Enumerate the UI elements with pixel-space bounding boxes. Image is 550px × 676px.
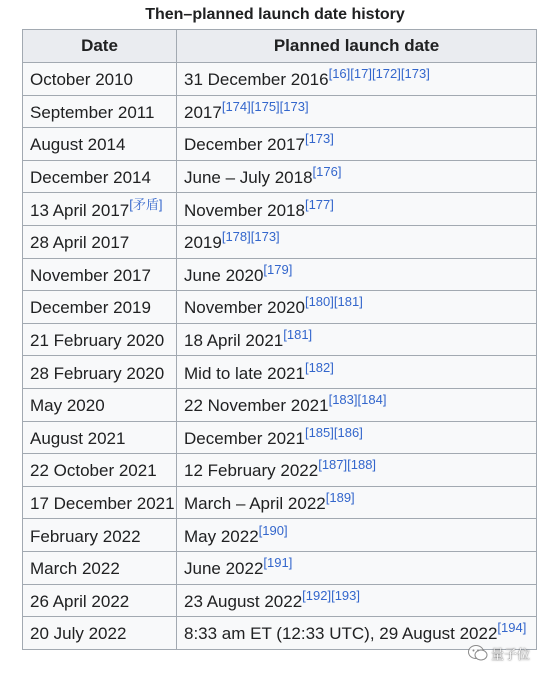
date-cell [23, 454, 177, 487]
launch-date-history-table [22, 29, 537, 650]
watermark [468, 641, 542, 665]
citation-link[interactable]: [177] [304, 196, 334, 212]
planned-date-text: 12 February 2022 [184, 461, 319, 481]
column-header-planned-launch-date: Planned launch date [177, 30, 537, 63]
planned-date-text: December 2017 [184, 135, 305, 155]
citation-link[interactable]: [193] [331, 587, 361, 603]
table-row [23, 421, 537, 454]
date-cell [23, 193, 177, 226]
planned-date-text: 18 April 2021 [184, 331, 284, 351]
date-text: December 2019 [30, 298, 151, 318]
citation-link[interactable]: [192] [302, 587, 332, 603]
planned-date-text: June 2022 [184, 559, 264, 579]
citation-link[interactable]: [190] [258, 522, 288, 538]
column-header-date: Date [23, 30, 177, 63]
planned-date-text: June 2020 [184, 265, 264, 285]
date-text: December 2014 [30, 168, 151, 188]
date-text: 28 February 2020 [30, 363, 165, 383]
citation-link[interactable]: [189] [325, 490, 355, 506]
date-text: 21 February 2020 [30, 331, 165, 351]
date-text: 22 October 2021 [30, 461, 157, 481]
citation-link[interactable]: [173] [400, 66, 430, 82]
planned-date-cell [177, 584, 537, 617]
date-cell [23, 160, 177, 193]
planned-date-cell [177, 128, 537, 161]
date-text: August 2021 [30, 428, 126, 448]
planned-date-cell [177, 160, 537, 193]
citation-link[interactable]: [172] [371, 66, 401, 82]
planned-date-text: 23 August 2022 [184, 591, 303, 611]
planned-date-cell [177, 193, 537, 226]
citation-link[interactable]: [185] [304, 424, 334, 440]
date-text: February 2022 [30, 526, 141, 546]
planned-date-text: May 2022 [184, 526, 259, 546]
citation-link[interactable]: [178] [221, 229, 251, 245]
planned-date-cell [177, 519, 537, 552]
table-row [23, 258, 537, 291]
planned-date-text: 2019 [184, 233, 222, 253]
date-cell [23, 95, 177, 128]
date-cell [23, 258, 177, 291]
citation-link[interactable]: [182] [304, 359, 334, 375]
citation-link[interactable]: [191] [263, 555, 293, 571]
citation-link[interactable]: [17] [350, 66, 372, 82]
planned-date-text: June – July 2018 [184, 168, 313, 188]
date-cell [23, 356, 177, 389]
citation-link[interactable]: [180] [304, 294, 334, 310]
citation-link[interactable]: [181] [283, 327, 313, 343]
table-row [23, 128, 537, 161]
citation-link[interactable]: [181] [333, 294, 363, 310]
table-row [23, 551, 537, 584]
citation-link[interactable]: [184] [357, 392, 387, 408]
table-row [23, 519, 537, 552]
table-row [23, 291, 537, 324]
table-row [23, 95, 537, 128]
planned-date-cell [177, 225, 537, 258]
table-row [23, 63, 537, 96]
date-text: 13 April 2017 [30, 200, 130, 220]
citation-link[interactable]: [16] [328, 66, 351, 82]
planned-date-text: 8:33 am ET (12:33 UTC), 29 August 2022 [184, 624, 498, 644]
planned-date-text: March – April 2022 [184, 494, 326, 514]
citation-link[interactable]: [186] [333, 424, 363, 440]
table-row [23, 225, 537, 258]
planned-date-cell [177, 454, 537, 487]
planned-date-text: 2017 [184, 102, 222, 122]
table-header-row [23, 30, 537, 63]
citation-link[interactable]: [矛盾] [129, 196, 163, 212]
date-text: 26 April 2022 [30, 591, 130, 611]
planned-date-cell [177, 486, 537, 519]
table-row [23, 160, 537, 193]
table-row [23, 584, 537, 617]
table-row [23, 617, 537, 650]
date-cell [23, 63, 177, 96]
date-cell [23, 584, 177, 617]
date-cell [23, 128, 177, 161]
date-cell [23, 323, 177, 356]
citation-link[interactable]: [187] [318, 457, 348, 473]
planned-date-cell [177, 551, 537, 584]
citation-link[interactable]: [183] [328, 392, 358, 408]
citation-link[interactable]: [188] [347, 457, 377, 473]
citation-link[interactable]: [175] [250, 98, 280, 114]
date-text: October 2010 [30, 70, 134, 90]
planned-date-cell [177, 388, 537, 421]
planned-date-cell [177, 356, 537, 389]
date-cell [23, 388, 177, 421]
date-text: 28 April 2017 [30, 233, 130, 253]
table-caption: Then–planned launch date history [145, 6, 405, 23]
planned-date-cell [177, 95, 537, 128]
citation-link[interactable]: [194] [497, 620, 527, 636]
citation-link[interactable]: [173] [304, 131, 334, 147]
planned-date-text: November 2020 [184, 298, 305, 318]
citation-link[interactable]: [174] [221, 98, 251, 114]
date-cell [23, 225, 177, 258]
date-cell [23, 617, 177, 650]
planned-date-cell [177, 291, 537, 324]
date-text: August 2014 [30, 135, 126, 155]
planned-date-text: 22 November 2021 [184, 396, 329, 416]
planned-date-cell [177, 63, 537, 96]
date-cell [23, 486, 177, 519]
date-cell [23, 291, 177, 324]
planned-date-text: 31 December 2016 [184, 70, 329, 90]
planned-date-cell [177, 421, 537, 454]
date-text: March 2022 [30, 559, 120, 579]
citation-link[interactable]: [173] [250, 229, 280, 245]
date-cell [23, 551, 177, 584]
planned-date-cell [177, 323, 537, 356]
planned-date-cell [177, 258, 537, 291]
citation-link[interactable]: [176] [312, 164, 342, 180]
date-cell [23, 519, 177, 552]
date-text: 20 July 2022 [30, 624, 127, 644]
date-text: September 2011 [30, 102, 155, 122]
wechat-bubble-icon [468, 644, 488, 662]
table-row [23, 193, 537, 226]
date-text: November 2017 [30, 265, 151, 285]
planned-date-text: November 2018 [184, 200, 305, 220]
citation-link[interactable]: [173] [279, 98, 309, 114]
date-text: 17 December 2021 [30, 494, 175, 514]
planned-date-text: December 2021 [184, 428, 305, 448]
table-row [23, 454, 537, 487]
citation-link[interactable]: [179] [263, 261, 293, 277]
table-body [23, 63, 537, 650]
table-row [23, 486, 537, 519]
date-cell [23, 421, 177, 454]
table-row [23, 323, 537, 356]
table-row [23, 356, 537, 389]
watermark-text: 量子位 [491, 647, 531, 663]
date-text: May 2020 [30, 396, 105, 416]
planned-date-text: Mid to late 2021 [184, 363, 305, 383]
table-row [23, 388, 537, 421]
